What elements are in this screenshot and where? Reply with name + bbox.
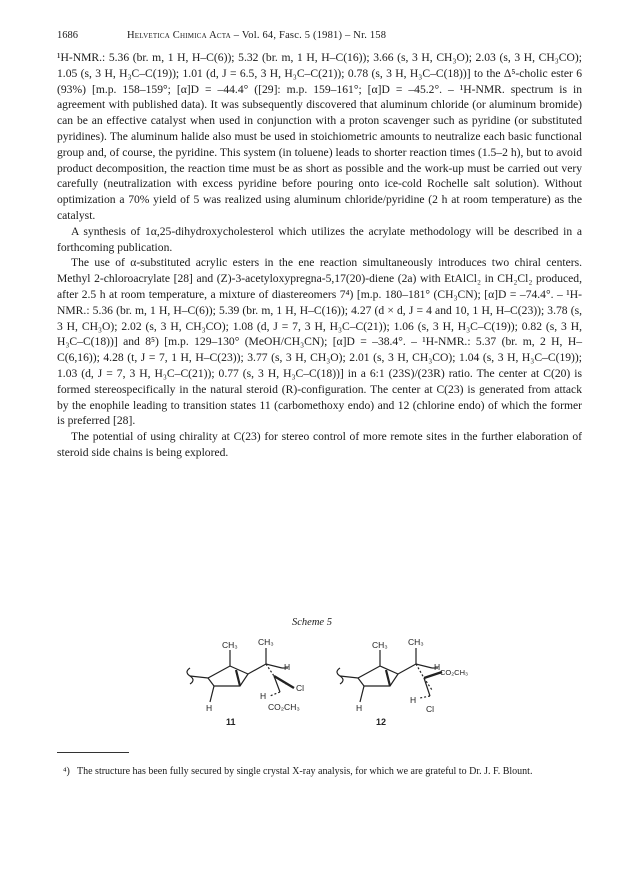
s11-label-cl: Cl xyxy=(296,683,305,693)
s12-label-h-c: H xyxy=(410,695,417,705)
page-number: 1686 xyxy=(57,30,78,41)
footnote-rule xyxy=(57,752,129,753)
s12-label-co2ch3: CO₂CH₃ xyxy=(440,668,469,677)
s11-label-ch3-b: CH₃ xyxy=(258,637,274,647)
structure-12-drawing xyxy=(337,648,442,702)
scheme-caption: Scheme 5 xyxy=(292,617,332,628)
paragraph-4: The potential of using chirality at C(23) for stereo control of more remote sites in the further elaboration of steroid side chains is being explored. xyxy=(57,430,582,459)
s12-label-ch3-a: CH₃ xyxy=(372,640,388,650)
structure-11-number: 11 xyxy=(226,717,236,727)
s11-label-ch3-a: CH₃ xyxy=(222,640,238,650)
structure-12-number: 12 xyxy=(376,717,387,727)
journal-citation xyxy=(127,30,386,41)
paragraph-1: ¹H-NMR.: 5.36 (br. m, 1 H, H–C(6)); 5.32 (br. m, 1 H, H–C(16)); 3.66 (s, 3 H, CH₃O); 2.03 (s, 3 H, CH₃CO); 1.05 (s, 3 H, H₃C–C(19)); 1.01 (d, J = 6.5, 3 H, H₃C–C(21)); 0.78 (s, 3 H, H₃C–C(18))] to the Δ⁵-cholic ester 6 (93%) [m.p. 158–159°; [α]D = –44.4° ([29]: m.p. 159–161°; [α]D = –45.2°. – ¹H-NMR. spectrum is in agreement with published data). It was subsequently discovered that aluminum chloride (or aluminum bromide) can be an effective catalyst when used in conjunction with a proton scavenger such as pyridine (or substituted pyridines). The aluminum halide also must be used in stoichiometric amounts to neutralize each basic functional group and, of course, the pyridine. This system (in toluene) leads to shorter reaction times (1.5–2 h), but to avoid product decomposition, the reaction time must be as short as possible and the work-up must be carried out very carefully (neutralization with excess pyridine before pouring onto ice-cold Rochelle salt solution). Without optimization a 70% yield of 5 was realized using aluminum chloride/pyridine (2 h at room temperature) as the catalyst. xyxy=(57,51,582,222)
structure-11-drawing xyxy=(187,648,294,702)
footnote xyxy=(57,765,582,779)
running-header xyxy=(57,30,583,46)
s12-label-cl: Cl xyxy=(426,704,435,714)
paragraph-3: The use of α-substituted acrylic esters in the ene reaction simultaneously introduces two chiral centers. Methyl 2-chloroacrylate [28] and (Z)-3-acetyloxypregna-5,17(20)-diene (2a) with EtAlCl₂ in CH₂Cl₂ produced, after 2.5 h at room temperature, a mixture of diastereomers 7⁴) [m.p. 180–181° (CH₃CN); [α]D = –74.4°. – ¹H-NMR.: 5.36 (br. m, 1 H, H–C(6)); 5.39 (br. m, 1 H, H–C(16)); 4.27 (d × d, J = 4 and 10, 1 H, H–C(23)); 3.78 (s, 3 H, CH₃O); 2.02 (s, 3 H, CH₃CO); 1.08 (d, J = 7, 3 H, H₃C–C(21)); 1.06 (s, 3 H, H₃C–C(19)); 0.82 (s, 3 H, H₃C–C(18))] and 8⁵) [m.p. 129–130° (MeOH/CH₃CN); [α]D = –38.4°. – ¹H-NMR.: 5.37 (br. m, 2 H, H–C(6,16)); 4.28 (t, J = 7, 1 H, H–C(23)); 3.77 (s, 3 H, CH₃O); 2.01 (s, 3 H, CH₃CO); 1.04 (s, 3 H, H₃C–C(19)); 1.03 (d, J = 7, 3 H, H₃C–C(21)); 0.77 (s, 3 H, H₃C–C(18))] in a 6:1 (23S)/(23R) ratio. The center at C(20) is formed stereospecifically in the natural steroid (R)-configuration. The center at C(23) is generated from attack by the enophile leading to transition states 11 (carbomethoxy endo) and 12 (chlorine endo) of which the former is preferred [28]. xyxy=(57,256,582,428)
journal-name: Helvetica Chimica Acta xyxy=(127,30,231,41)
s11-label-h-b: H xyxy=(206,703,213,713)
s11-label-co2ch3: CO₂CH₃ xyxy=(268,702,300,712)
s12-label-h-a: H xyxy=(434,662,441,672)
s11-label-h-c: H xyxy=(260,691,267,701)
journal-details: – Vol. 64, Fasc. 5 (1981) – Nr. 158 xyxy=(230,30,387,41)
paragraph-2: A synthesis of 1α,25-dihydroxycholesterol which utilizes the acrylate methodology will be described in a forthcoming publication. xyxy=(57,224,582,254)
s12-label-h-b: H xyxy=(356,703,363,713)
footnote-marker: ⁴) xyxy=(63,766,70,777)
article-body xyxy=(57,50,582,461)
s12-label-ch3-b: CH₃ xyxy=(408,637,424,647)
footnote-text: The structure has been fully secured by single crystal X-ray analysis, for which we are grateful to Dr. J. F. Blount. xyxy=(77,766,533,777)
scheme-5-figure xyxy=(170,628,469,728)
s11-label-h-a: H xyxy=(284,662,291,672)
